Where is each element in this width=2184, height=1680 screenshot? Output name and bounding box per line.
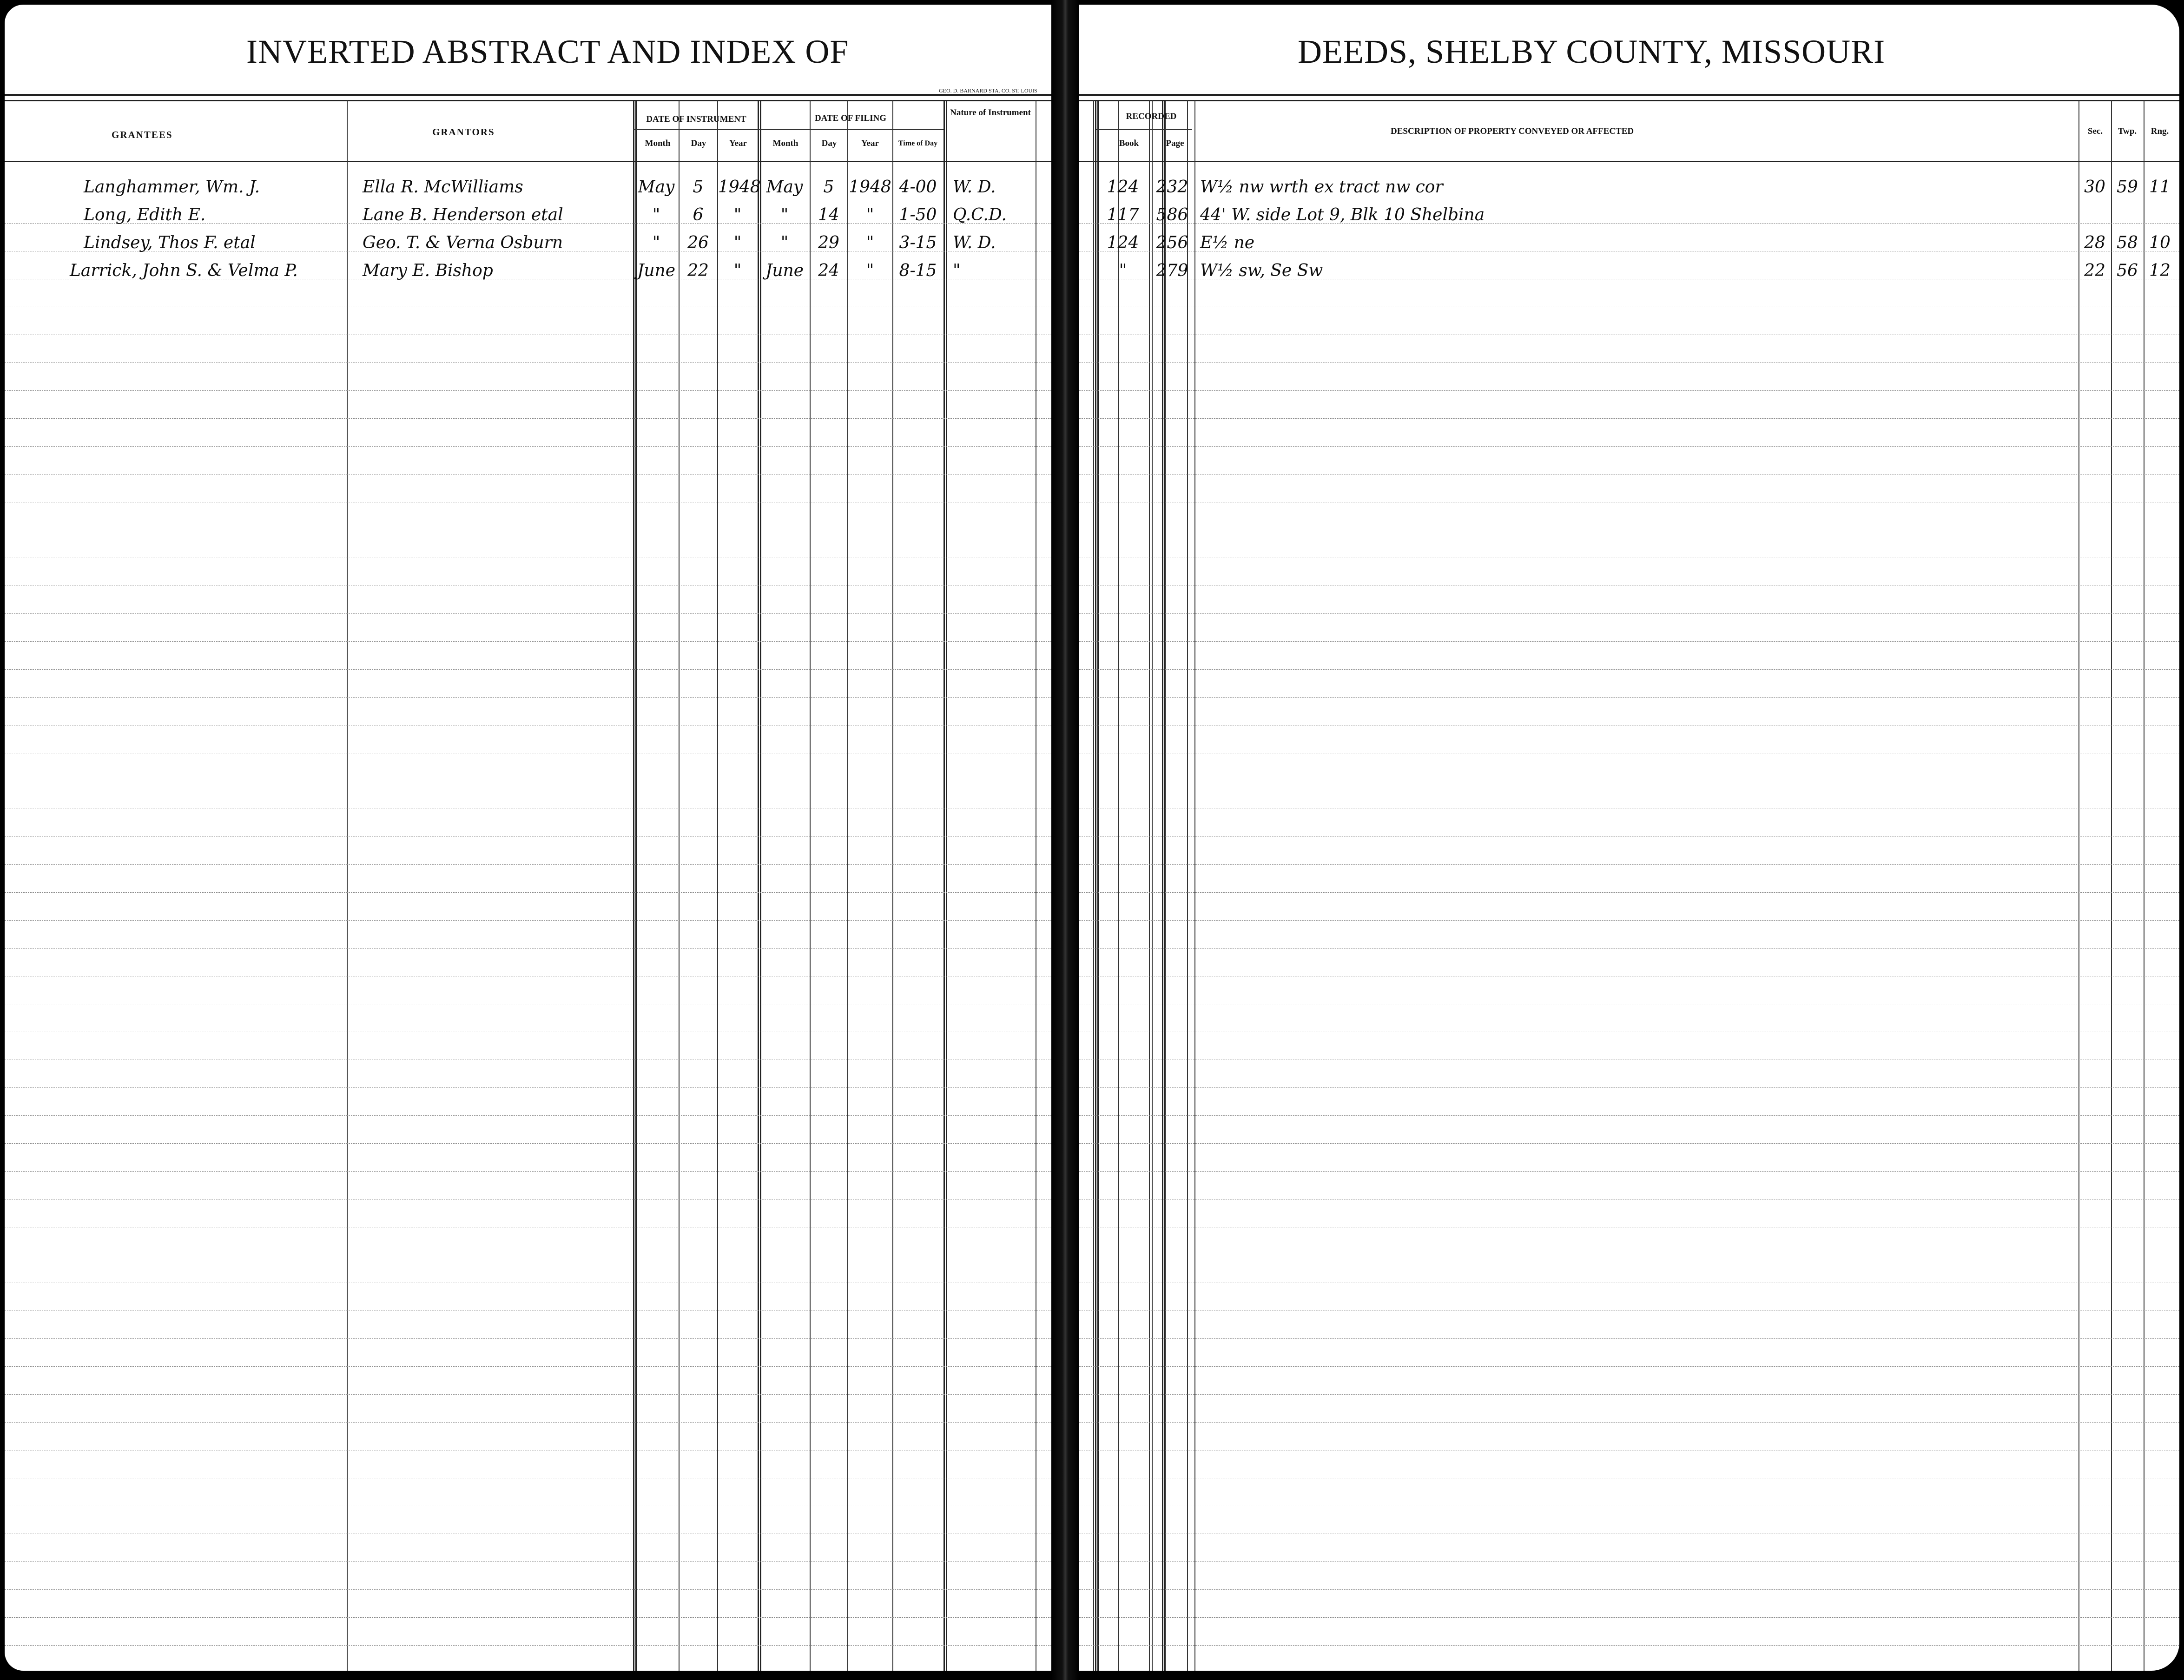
filing-year-cell: " xyxy=(866,233,874,252)
page-cell: 279 xyxy=(1156,261,1188,280)
book-cell: 124 xyxy=(1107,178,1139,197)
sec-cell: 30 xyxy=(2084,178,2105,197)
ruled-line xyxy=(5,390,1068,391)
col-divider xyxy=(1152,100,1153,1671)
ruled-line xyxy=(5,1645,1068,1646)
inst-month-header: Month xyxy=(645,138,671,148)
book-cell: " xyxy=(1119,261,1127,280)
grantor-cell: Mary E. Bishop xyxy=(363,261,493,280)
filing-month-cell: May xyxy=(766,178,803,197)
nature-cell: W. D. xyxy=(953,178,996,197)
grantee-cell: Long, Edith E. xyxy=(84,205,206,224)
nature-of-instrument-header: Nature of Instrument xyxy=(950,108,1031,118)
ruled-line xyxy=(1065,1422,2179,1423)
inst-day-cell: 22 xyxy=(687,261,709,280)
inst-month-cell: " xyxy=(652,205,660,224)
subheader-rule xyxy=(758,129,944,130)
ruled-line xyxy=(5,446,1068,447)
page-header: Page xyxy=(1166,138,1184,148)
ruled-line xyxy=(5,418,1068,419)
description-header: DESCRIPTION OF PROPERTY CONVEYED OR AFFECTED xyxy=(1391,126,1634,136)
col-divider xyxy=(1118,100,1119,1671)
ruled-line xyxy=(5,697,1068,698)
filing-year-cell: 1948 xyxy=(849,178,891,197)
printer-imprint: GEO. D. BARNARD STA. CO. ST. LOUIS xyxy=(939,87,1037,94)
ruled-line xyxy=(1065,613,2179,614)
inst-day-cell: 5 xyxy=(693,178,704,197)
filing-month-cell: June xyxy=(765,261,804,280)
filing-year-header: Year xyxy=(861,138,879,148)
grantee-cell: Langhammer, Wm. J. xyxy=(84,178,260,197)
grantors-header: GRANTORS xyxy=(432,126,495,138)
top-rule xyxy=(1065,94,2179,96)
time-cell: 3-15 xyxy=(899,233,937,252)
left-page xyxy=(5,5,1068,1671)
grantee-cell: Larrick, John S. & Velma P. xyxy=(70,261,298,280)
ruled-line xyxy=(5,669,1068,670)
col-divider xyxy=(892,100,893,1671)
top-rule-inner xyxy=(5,100,1068,101)
header-bottom-rule xyxy=(1065,161,2179,162)
top-rule xyxy=(5,94,1068,96)
filing-year-cell: " xyxy=(866,205,874,224)
col-divider xyxy=(1162,100,1166,1671)
col-divider xyxy=(847,100,848,1671)
inst-month-cell: " xyxy=(652,233,660,252)
grantor-cell: Lane B. Henderson etal xyxy=(363,205,563,224)
left-page-title: INVERTED ABSTRACT AND INDEX OF xyxy=(246,33,849,70)
ruled-line xyxy=(5,1366,1068,1367)
top-rule-inner xyxy=(1065,100,2179,101)
twp-header: Twp. xyxy=(2118,126,2137,136)
grantor-cell: Geo. T. & Verna Osburn xyxy=(363,233,563,252)
col-divider xyxy=(347,100,348,1671)
ruled-line xyxy=(1065,697,2179,698)
col-divider xyxy=(1093,100,1094,1671)
description-cell: 44' W. side Lot 9, Blk 10 Shelbina xyxy=(1200,205,1485,224)
book-header: Book xyxy=(1119,138,1139,148)
col-divider xyxy=(633,100,637,1671)
description-cell: W½ nw wrth ex tract nw cor xyxy=(1200,178,1443,197)
rng-cell: 10 xyxy=(2149,233,2171,252)
col-divider xyxy=(2111,100,2112,1671)
description-cell: W½ sw, Se Sw xyxy=(1200,261,1323,280)
ruled-line xyxy=(1065,892,2179,893)
filing-day-header: Day xyxy=(821,138,837,148)
time-cell: 8-15 xyxy=(899,261,937,280)
inst-year-header: Year xyxy=(729,138,747,148)
col-divider xyxy=(1187,100,1188,1671)
ruled-line xyxy=(5,1394,1068,1395)
ruled-line xyxy=(5,613,1068,614)
ruled-line xyxy=(1065,390,2179,391)
grantees-header: GRANTEES xyxy=(112,129,173,140)
inst-year-cell: 1948 xyxy=(718,178,761,197)
book-spine xyxy=(1051,0,1079,1680)
sec-header: Sec. xyxy=(2087,126,2103,136)
book-cell: 124 xyxy=(1107,233,1139,252)
ruled-line xyxy=(1065,1366,2179,1367)
inst-year-cell: " xyxy=(733,233,742,252)
ruled-line xyxy=(1065,948,2179,949)
ruled-line xyxy=(1065,1143,2179,1144)
filing-month-cell: " xyxy=(780,205,789,224)
book-cell: 117 xyxy=(1107,205,1139,224)
ruled-line xyxy=(5,1338,1068,1339)
col-divider xyxy=(679,100,680,1671)
inst-year-cell: " xyxy=(733,261,742,280)
ruled-line xyxy=(1065,1589,2179,1590)
sec-cell: 22 xyxy=(2084,261,2105,280)
filing-day-cell: 5 xyxy=(823,178,834,197)
ruled-line xyxy=(1065,864,2179,865)
ruled-line xyxy=(1065,1338,2179,1339)
sec-cell: 28 xyxy=(2084,233,2105,252)
filing-year-cell: " xyxy=(866,261,874,280)
grantee-cell: Lindsey, Thos F. etal xyxy=(84,233,256,252)
ruled-line xyxy=(1065,362,2179,363)
header-bottom-rule xyxy=(5,161,1068,162)
col-divider xyxy=(2078,100,2079,1671)
rng-cell: 11 xyxy=(2149,178,2171,197)
col-divider xyxy=(717,100,718,1671)
ruled-line xyxy=(1065,920,2179,921)
inst-day-cell: 26 xyxy=(687,233,709,252)
ruled-line xyxy=(1065,1617,2179,1618)
page-cell: 586 xyxy=(1156,205,1188,224)
time-cell: 4-00 xyxy=(899,178,937,197)
filing-day-cell: 29 xyxy=(818,233,839,252)
ruled-line xyxy=(1065,446,2179,447)
time-of-day-header: Time of Day xyxy=(898,139,938,147)
twp-cell: 59 xyxy=(2117,178,2138,197)
inst-month-cell: May xyxy=(638,178,675,197)
ruled-line xyxy=(5,892,1068,893)
ruled-line xyxy=(1065,1087,2179,1088)
filing-month-header: Month xyxy=(772,138,798,148)
ruled-line xyxy=(5,948,1068,949)
ruled-line xyxy=(1065,641,2179,642)
filing-month-cell: " xyxy=(780,233,789,252)
right-page xyxy=(1065,5,2179,1671)
ruled-line xyxy=(5,1087,1068,1088)
ruled-line xyxy=(5,1422,1068,1423)
ruled-line xyxy=(5,1115,1068,1116)
date-of-filing-header: DATE OF FILING xyxy=(814,113,887,123)
rng-cell: 12 xyxy=(2149,261,2171,280)
inst-day-header: Day xyxy=(691,138,706,148)
subheader-rule xyxy=(633,129,758,130)
ruled-line xyxy=(5,1143,1068,1144)
ruled-line xyxy=(5,1171,1068,1172)
rng-header: Rng. xyxy=(2151,126,2169,136)
nature-cell: Q.C.D. xyxy=(953,205,1007,224)
subheader-rule xyxy=(1096,129,1192,130)
twp-cell: 56 xyxy=(2117,261,2138,280)
ruled-line xyxy=(1065,418,2179,419)
ruled-line xyxy=(1065,1171,2179,1172)
inst-month-cell: June xyxy=(637,261,676,280)
ruled-line xyxy=(1065,1115,2179,1116)
ruled-line xyxy=(5,641,1068,642)
inst-year-cell: " xyxy=(733,205,742,224)
filing-day-cell: 14 xyxy=(818,205,839,224)
ruled-line xyxy=(1065,669,2179,670)
grantor-cell: Ella R. McWilliams xyxy=(363,178,523,197)
col-divider xyxy=(1149,100,1150,1671)
page-cell: 256 xyxy=(1156,233,1188,252)
col-divider xyxy=(810,100,811,1671)
col-divider xyxy=(1194,100,1195,1671)
inst-day-cell: 6 xyxy=(693,205,704,224)
ruled-line xyxy=(5,1589,1068,1590)
col-divider xyxy=(1095,100,1099,1671)
nature-cell: " xyxy=(953,261,961,280)
filing-day-cell: 24 xyxy=(818,261,839,280)
ruled-line xyxy=(5,362,1068,363)
ruled-line xyxy=(1065,1394,2179,1395)
twp-cell: 58 xyxy=(2117,233,2138,252)
recorded-header: RECORDED xyxy=(1126,112,1177,121)
ruled-line xyxy=(1065,1645,2179,1646)
date-of-instrument-header: DATE OF INSTRUMENT xyxy=(646,114,746,124)
ruled-line xyxy=(1065,1561,2179,1562)
ruled-line xyxy=(5,920,1068,921)
right-page-title: DEEDS, SHELBY COUNTY, MISSOURI xyxy=(1298,33,1886,70)
description-cell: E½ ne xyxy=(1200,233,1255,252)
time-cell: 1-50 xyxy=(899,205,937,224)
nature-cell: W. D. xyxy=(953,233,996,252)
ruled-line xyxy=(5,864,1068,865)
col-divider xyxy=(758,100,761,1671)
page-cell: 232 xyxy=(1156,178,1188,197)
col-divider xyxy=(944,100,947,1671)
ruled-line xyxy=(5,1617,1068,1618)
ruled-line xyxy=(5,1561,1068,1562)
